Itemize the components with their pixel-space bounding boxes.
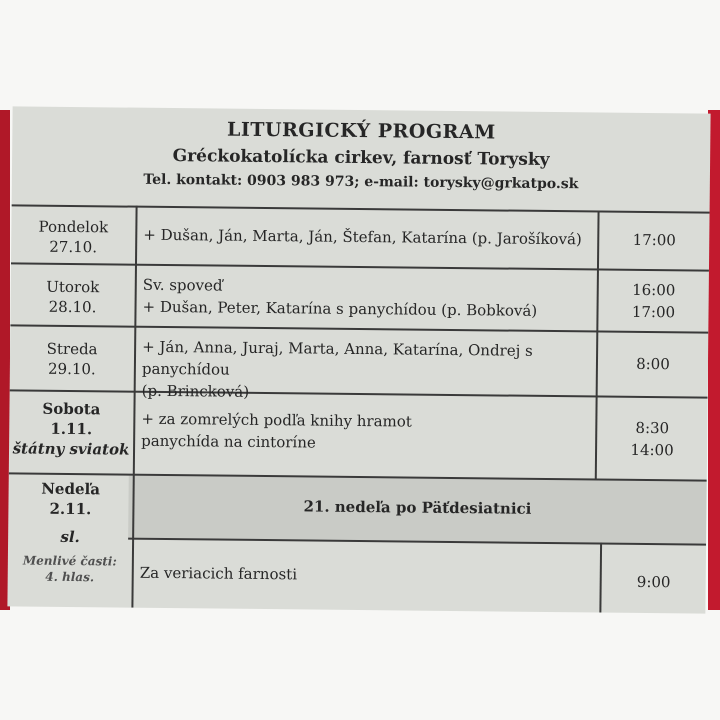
intention-line: + Ján, Anna, Juraj, Marta, Anna, Katarína, Ondrej s panychídou <box>141 337 533 379</box>
intention-line: + Dušan, Peter, Katarína s panychídou (p. Bobková) <box>142 297 538 320</box>
program-sheet <box>7 106 710 613</box>
day-date: 28.10. <box>48 297 97 317</box>
row-monday-times <box>599 229 709 252</box>
holiday-note: štátny sviatok <box>12 439 130 459</box>
row-sunday-day <box>8 478 133 585</box>
row-tuesday-times <box>598 279 708 324</box>
page-title: LITURGICKÝ PROGRAM <box>226 118 496 144</box>
row-divider <box>11 262 709 271</box>
day-name: Pondelok <box>38 217 109 237</box>
row-tuesday-day <box>10 276 134 317</box>
parish-name: Gréckokatolícka cirkev, farnosť Torysky <box>172 146 550 170</box>
day-date: 27.10. <box>49 237 98 257</box>
day-name: Nedeľa <box>41 479 101 499</box>
day-date: 29.10. <box>47 359 96 379</box>
row-sunday-times <box>602 571 706 594</box>
row-wednesday-day <box>10 338 134 379</box>
row-sunday-intentions <box>140 562 595 589</box>
row-saturday-intentions <box>141 408 596 457</box>
intention-line: + Dušan, Ján, Marta, Ján, Štefan, Katarína (p. Jarošíková) <box>143 225 582 249</box>
intention-line: Sv. spoveď <box>142 275 223 295</box>
time-value: 17:00 <box>631 302 676 322</box>
row-monday-day <box>11 216 135 257</box>
day-date: 1.11. <box>50 419 93 439</box>
time-value: 17:00 <box>632 230 676 250</box>
day-name: Sobota <box>42 399 101 419</box>
sunday-heading: 21. nedeľa po Päťdesiatnici <box>303 497 532 518</box>
contact-line: Tel. kontakt: 0903 983 973; e-mail: torysky@grkatpo.sk <box>143 171 579 193</box>
row-saturday-day <box>9 398 134 459</box>
celebration-note: sl. <box>60 527 80 547</box>
intention-line: (p. Brincková) <box>141 381 250 401</box>
row-monday-intentions <box>143 224 598 251</box>
variable-parts-note: Menlivé časti: <box>22 553 117 569</box>
time-value: 8:30 <box>635 418 670 438</box>
time-value: 9:00 <box>636 572 671 592</box>
day-name: Streda <box>46 339 98 359</box>
row-tuesday-intentions <box>142 274 597 323</box>
row-wednesday-times <box>598 353 708 376</box>
intention-line: panychída na cintoríne <box>141 431 316 452</box>
intention-line: + za zomrelých podľa knihy hramot <box>141 409 412 431</box>
background-top <box>0 0 720 110</box>
row-saturday-times <box>597 416 707 461</box>
background-bottom <box>0 610 720 720</box>
day-date: 2.11. <box>49 499 92 519</box>
day-name: Utorok <box>46 277 100 297</box>
time-value: 8:00 <box>636 354 670 374</box>
tone-note: 4. hlas. <box>45 569 95 585</box>
intention-line: Za veriacich farnosti <box>139 563 298 584</box>
sheet-header <box>12 106 711 211</box>
time-value: 16:00 <box>632 280 676 300</box>
row-divider <box>10 324 708 333</box>
time-value: 14:00 <box>630 440 674 460</box>
row-wednesday-intentions <box>142 336 598 407</box>
